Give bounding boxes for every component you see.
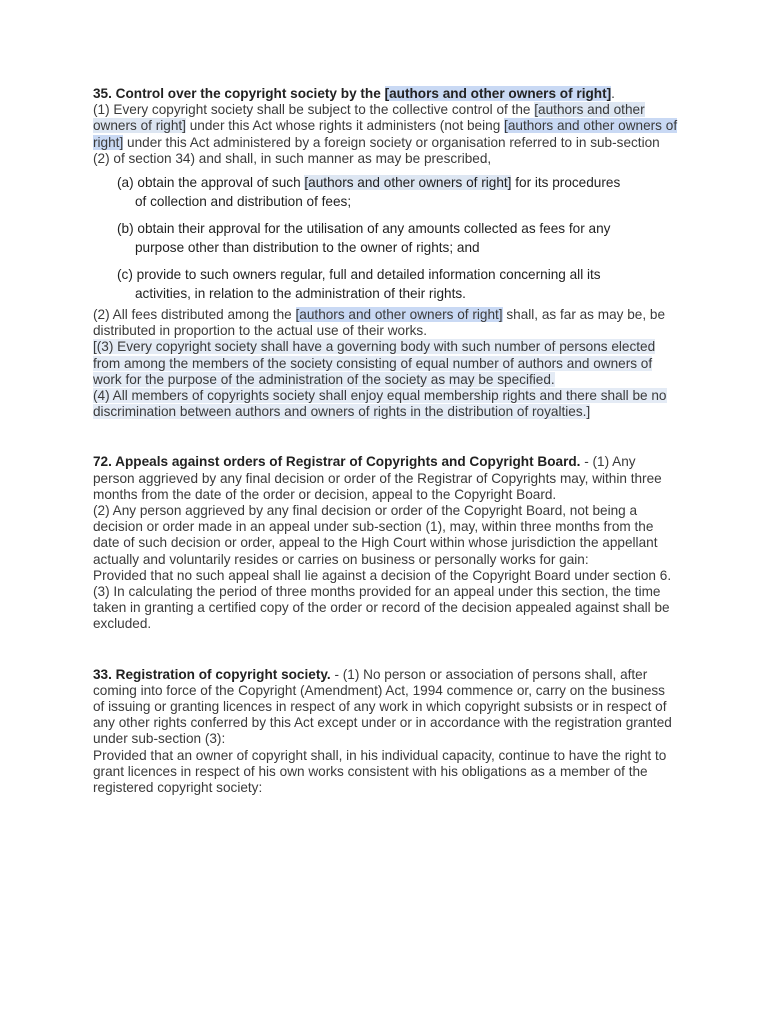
section-33-proviso: Provided that an owner of copyright shall, in his individual capacity, continue to have the right to grant licences in respect of his own works consistent with his obligations as a member of the registered copyright society: bbox=[93, 747, 667, 796]
para-text: (2) All fees distributed among the bbox=[93, 307, 296, 323]
clause-text: (a) obtain the approval of such bbox=[117, 175, 305, 191]
highlighted-phrase: [authors and other owners of right] bbox=[295, 307, 503, 323]
section-72-para-2: (2) Any person aggrieved by any final decision or order of the Copyright Board, not being a decision or order made in an appeal under sub-section (1), may, within three months from the date of such decision or order, appeal to the High Court within whose jurisdiction the appellant actually and voluntarily resides or carries on business or personally works for gain: bbox=[93, 503, 658, 567]
section-72-proviso: Provided that no such appeal shall lie against a decision of the Copyright Board under section 6. bbox=[93, 567, 672, 583]
section-35-para-4 bbox=[93, 388, 678, 420]
section-33 bbox=[93, 667, 678, 797]
clause-continuation: purpose other than distribution to the owner of rights; and bbox=[135, 240, 480, 256]
highlighted-phrase: [authors and other owners of right] bbox=[93, 118, 678, 150]
clause-continuation: of collection and distribution of fees; bbox=[135, 194, 352, 210]
section-72-para-3: (3) In calculating the period of three months provided for an appeal under this section, the time taken in granting a certified copy of the order or record of the decision appealed against shall be excluded. bbox=[93, 584, 670, 632]
section-35-heading bbox=[93, 86, 678, 102]
highlighted-phrase: [authors and other owners of right] bbox=[93, 102, 645, 134]
highlighted-para: (4) All members of copyrights society shall enjoy equal membership rights and there shall be no discrimination between authors and owners of rights in the distribution of royalties.] bbox=[93, 388, 667, 420]
section-72-para-1 bbox=[93, 454, 678, 503]
clause-c bbox=[117, 265, 678, 303]
section-gap bbox=[93, 420, 678, 454]
section-35-para-1 bbox=[93, 102, 678, 167]
clause-continuation: activities, in relation to the administration of their rights. bbox=[135, 286, 466, 302]
para-text: (1) Every copyright society shall be subject to the collective control of the bbox=[93, 102, 535, 118]
section-gap bbox=[93, 633, 678, 667]
section-33-para-1 bbox=[93, 667, 678, 748]
clause-text: for its procedures bbox=[511, 175, 621, 191]
para-text: under this Act whose rights it administers (not being bbox=[185, 118, 505, 134]
clause-a bbox=[117, 173, 678, 211]
para-text: - (1) Any person aggrieved by any final decision or order of the Registrar of Copyrights may, within three months from the date of the order or decision, appeal to the Copyright Board. bbox=[93, 454, 662, 502]
section-72 bbox=[93, 454, 678, 632]
section-35-para-2 bbox=[93, 307, 678, 339]
section-72-heading: 72. Appeals against orders of Registrar of Copyrights and Copyright Board. bbox=[93, 454, 581, 470]
highlighted-phrase: [authors and other owners of right] bbox=[304, 175, 512, 191]
highlighted-para: [(3) Every copyright society shall have a governing body with such number of persons elected from among the members of the society consisting of equal number of authors and owners of work for the purpose of the administration of the society as may be specified. bbox=[93, 339, 656, 387]
section-35-para-3 bbox=[93, 339, 678, 388]
document-page bbox=[93, 86, 678, 796]
para-text: shall, as far as may be, be distributed in proportion to the actual use of their works. bbox=[93, 307, 666, 339]
clause-text: (c) provide to such owners regular, full and detailed information concerning all its bbox=[117, 267, 601, 283]
section-35-heading-text: 35. Control over the copyright society by the bbox=[93, 86, 385, 101]
section-35 bbox=[93, 86, 678, 420]
heading-period: . bbox=[611, 86, 615, 101]
para-text: under this Act administered by a foreign society or organisation referred to in sub-section (2) of section 34) and shall, in such manner as may be prescribed, bbox=[93, 134, 660, 166]
highlighted-phrase: [authors and other owners of right] bbox=[384, 86, 612, 101]
clause-b bbox=[117, 219, 678, 257]
section-33-heading: 33. Registration of copyright society. bbox=[93, 666, 331, 682]
para-text: - (1) No person or association of persons shall, after coming into force of the Copyright (Amendment) Act, 1994 commence or, carry on the business of issuing or granting licences in respect of any work in which copyright subsists or in respect of any other rights conferred by this Act except under or in accordance with the registration granted under sub-section (3): bbox=[93, 666, 672, 747]
clause-text: (b) obtain their approval for the utilisation of any amounts collected as fees for any bbox=[117, 221, 611, 237]
